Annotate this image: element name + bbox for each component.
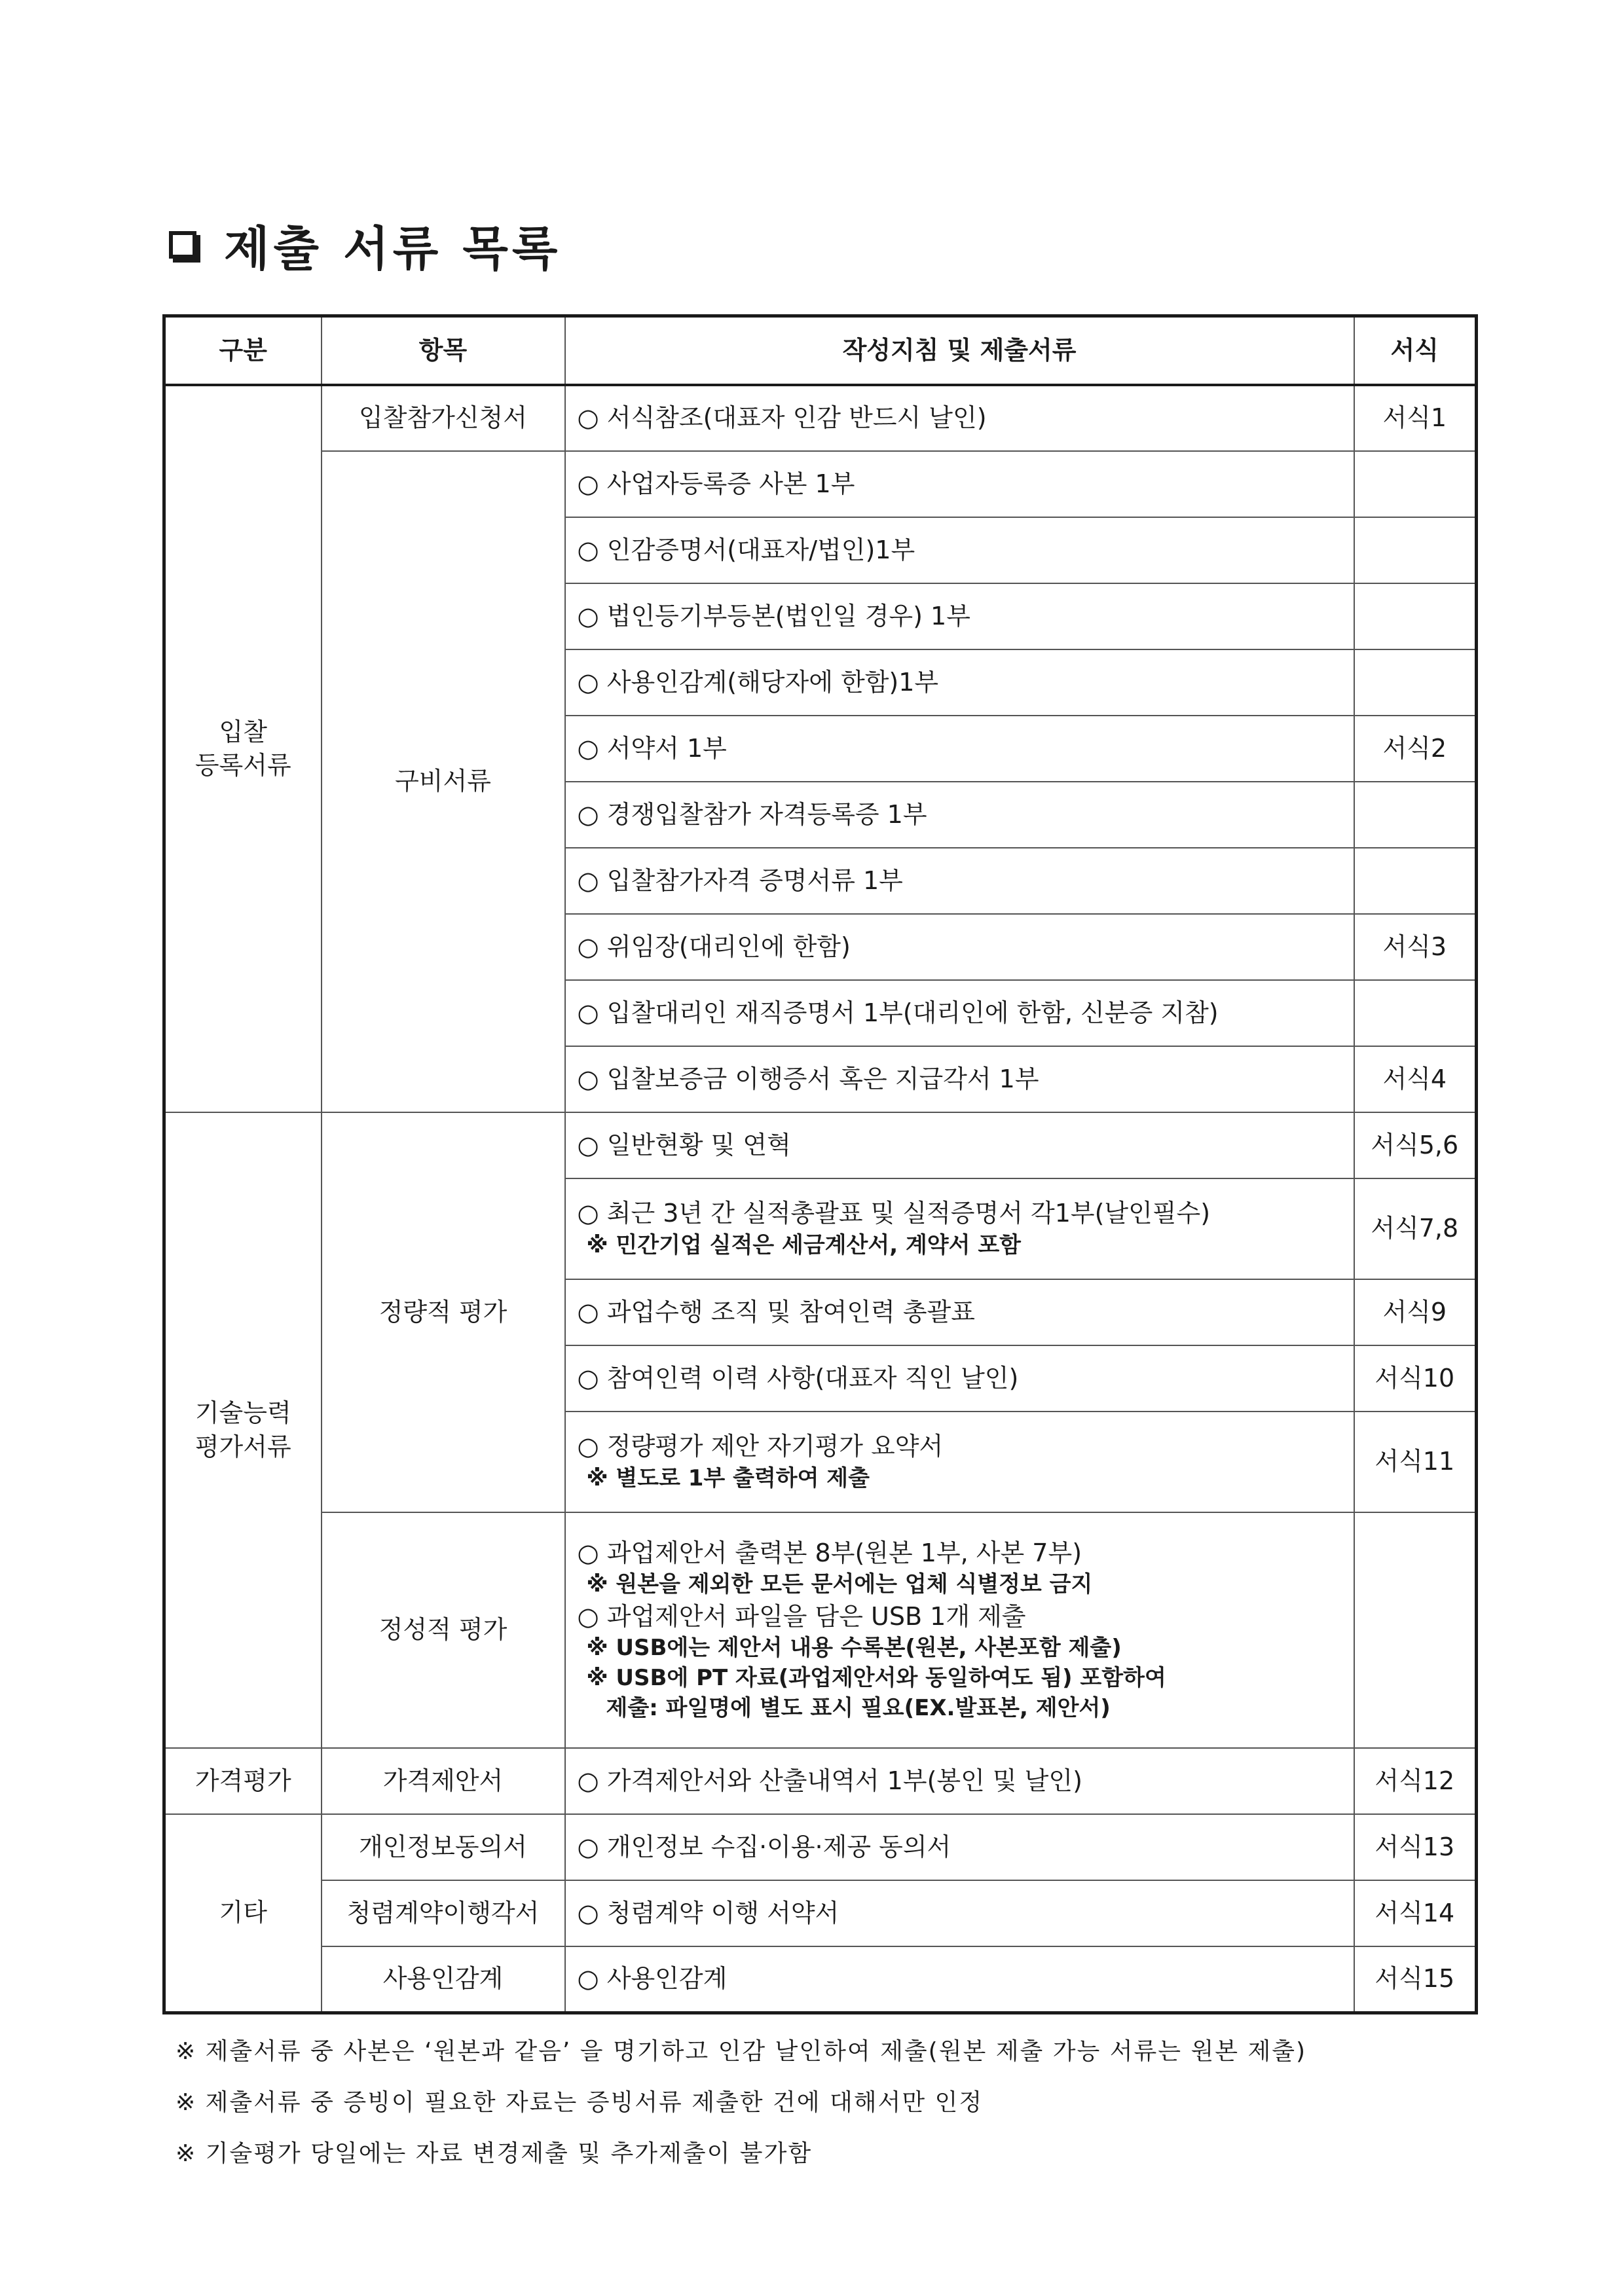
guide-cell <box>565 1512 1354 1748</box>
guide-line: ○ 사용인감계(해당자에 한함)1부 <box>577 667 939 697</box>
guide-note-line: ※ USB에 PT 자료(과업제안서와 동일하여도 됨) 포함하여 <box>586 1665 1166 1692</box>
table-row <box>164 1814 1477 1880</box>
form-cell: 서식13 <box>1354 1814 1477 1880</box>
guide-cell <box>565 451 1354 517</box>
item-price-proposal: 가격제안서 <box>322 1748 565 1814</box>
guide-cell <box>565 1814 1354 1880</box>
form-cell: 서식1 <box>1354 385 1477 451</box>
form-cell: 서식3 <box>1354 914 1477 980</box>
page-title <box>169 211 561 279</box>
form-cell <box>1354 980 1477 1046</box>
form-cell <box>1354 1512 1477 1748</box>
guide-cell <box>565 914 1354 980</box>
form-cell <box>1354 782 1477 848</box>
category-bid-line1: 입찰 <box>219 717 267 746</box>
form-cell: 서식4 <box>1354 1046 1477 1112</box>
header-form: 서식 <box>1354 316 1477 386</box>
item-quantitative-evaluation: 정량적 평가 <box>322 1112 565 1512</box>
guide-line: ○ 가격제안서와 산출내역서 1부(봉인 및 날인) <box>577 1766 1082 1795</box>
guide-cell <box>565 517 1354 583</box>
table-row <box>164 1512 1477 1748</box>
item-privacy-consent: 개인정보동의서 <box>322 1814 565 1880</box>
form-cell <box>1354 583 1477 649</box>
guide-line: ○ 입찰보증금 이행증서 혹은 지급각서 1부 <box>577 1064 1039 1093</box>
table-row <box>164 1112 1477 1178</box>
guide-note-line: ※ 원본을 제외한 모든 문서에는 업체 식별정보 금지 <box>586 1571 1093 1598</box>
footnote: ※ 제출서류 중 사본은 ‘원본과 같음’ 을 명기하고 인감 날인하여 제출(원본 제출 가능 서류는 원본 제출) <box>175 2038 1307 2065</box>
guide-line: ○ 입찰대리인 재직증명서 1부(대리인에 한함, 신분증 지참) <box>577 998 1219 1027</box>
header-category: 구분 <box>164 316 322 386</box>
category-tech-evaluation <box>164 1112 322 1748</box>
page-title-text: 제출 서류 목록 <box>224 221 562 276</box>
submission-documents-table <box>162 314 1478 2014</box>
form-cell: 서식11 <box>1354 1412 1477 1512</box>
guide-note-line: ※ 민간기업 실적은 세금계산서, 계약서 포함 <box>586 1231 1022 1258</box>
guide-cell <box>565 1748 1354 1814</box>
guide-line: ○ 법인등기부등본(법인일 경우) 1부 <box>577 601 970 630</box>
category-etc: 기타 <box>164 1814 322 2013</box>
form-cell: 서식12 <box>1354 1748 1477 1814</box>
guide-cell <box>565 1112 1354 1178</box>
guide-line: ○ 위임장(대리인에 한함) <box>577 932 851 961</box>
item-required-documents: 구비서류 <box>322 451 565 1112</box>
header-guide: 작성지침 및 제출서류 <box>565 316 1354 386</box>
guide-line: ○ 일반현황 및 연혁 <box>577 1130 791 1159</box>
category-bid-registration <box>164 385 322 1112</box>
category-tech-line2: 평가서류 <box>194 1432 291 1461</box>
form-cell: 서식10 <box>1354 1345 1477 1412</box>
guide-cell <box>565 1279 1354 1345</box>
item-qualitative-evaluation: 정성적 평가 <box>322 1512 565 1748</box>
guide-line: ○ 과업제안서 출력본 8부(원본 1부, 사본 7부) <box>577 1538 1082 1567</box>
guide-cell <box>565 1178 1354 1279</box>
guide-cell <box>565 1946 1354 2013</box>
form-cell: 서식9 <box>1354 1279 1477 1345</box>
guide-line: ○ 청렴계약 이행 서약서 <box>577 1898 840 1927</box>
guide-note-line: ※ USB에는 제안서 내용 수록본(원본, 사본포함 제출) <box>586 1635 1122 1662</box>
guide-cell <box>565 716 1354 782</box>
guide-line: ○ 참여인력 이력 사항(대표자 직인 날인) <box>577 1363 1019 1393</box>
item-seal-registration: 사용인감계 <box>322 1946 565 2013</box>
form-cell <box>1354 451 1477 517</box>
guide-cell <box>565 1880 1354 1946</box>
guide-cell <box>565 583 1354 649</box>
guide-cell <box>565 1345 1354 1412</box>
table-row <box>164 1946 1477 2013</box>
guide-cell <box>565 782 1354 848</box>
footnotes <box>175 2026 1306 2179</box>
guide-cell <box>565 649 1354 716</box>
form-cell: 서식14 <box>1354 1880 1477 1946</box>
guide-note-line: ※ 별도로 1부 출력하여 제출 <box>586 1465 870 1491</box>
guide-line: ○ 최근 3년 간 실적총괄표 및 실적증명서 각1부(날인필수) <box>577 1199 1211 1228</box>
guide-cell <box>565 385 1354 451</box>
guide-line: ○ 서약서 1부 <box>577 733 727 763</box>
guide-note-line: 제출: 파일명에 별도 표시 필요(EX.발표본, 제안서) <box>606 1695 1111 1722</box>
guide-line: ○ 사업자등록증 사본 1부 <box>577 469 855 498</box>
guide-line: ○ 과업수행 조직 및 참여인력 총괄표 <box>577 1297 975 1326</box>
guide-cell <box>565 980 1354 1046</box>
guide-line: ○ 개인정보 수집·이용·제공 동의서 <box>577 1832 951 1861</box>
guide-line: ○ 과업제안서 파일을 담은 USB 1개 제출 <box>577 1602 1026 1631</box>
table-row <box>164 1748 1477 1814</box>
form-cell <box>1354 649 1477 716</box>
square-bullet-icon <box>169 231 196 259</box>
guide-cell <box>565 1046 1354 1112</box>
category-bid-line2: 등록서류 <box>194 751 291 780</box>
form-cell <box>1354 848 1477 914</box>
footnote: ※ 제출서류 중 증빙이 필요한 자료는 증빙서류 제출한 건에 대해서만 인정 <box>175 2089 984 2116</box>
form-cell: 서식7,8 <box>1354 1178 1477 1279</box>
guide-cell <box>565 848 1354 914</box>
table-row <box>164 1880 1477 1946</box>
table-header-row <box>164 316 1477 386</box>
table-row <box>164 385 1477 451</box>
guide-line: ○ 입찰참가자격 증명서류 1부 <box>577 866 903 895</box>
guide-line: ○ 인감증명서(대표자/법인)1부 <box>577 535 915 564</box>
item-integrity-pledge: 청렴계약이행각서 <box>322 1880 565 1946</box>
guide-line: ○ 사용인감계 <box>577 1964 728 1994</box>
category-tech-line1: 기술능력 <box>194 1398 291 1428</box>
form-cell <box>1354 517 1477 583</box>
footnote: ※ 기술평가 당일에는 자료 변경제출 및 추가제출이 불가함 <box>175 2140 813 2167</box>
guide-line: ○ 정량평가 제안 자기평가 요약서 <box>577 1432 944 1461</box>
item-bid-application: 입찰참가신청서 <box>322 385 565 451</box>
category-price-evaluation: 가격평가 <box>164 1748 322 1814</box>
guide-line: ○ 경쟁입찰참가 자격등록증 1부 <box>577 799 927 829</box>
header-item: 항목 <box>322 316 565 386</box>
form-cell: 서식2 <box>1354 716 1477 782</box>
guide-line: ○ 서식참조(대표자 인감 반드시 날인) <box>577 403 987 433</box>
table-row <box>164 451 1477 517</box>
guide-cell <box>565 1412 1354 1512</box>
form-cell: 서식15 <box>1354 1946 1477 2013</box>
form-cell: 서식5,6 <box>1354 1112 1477 1178</box>
